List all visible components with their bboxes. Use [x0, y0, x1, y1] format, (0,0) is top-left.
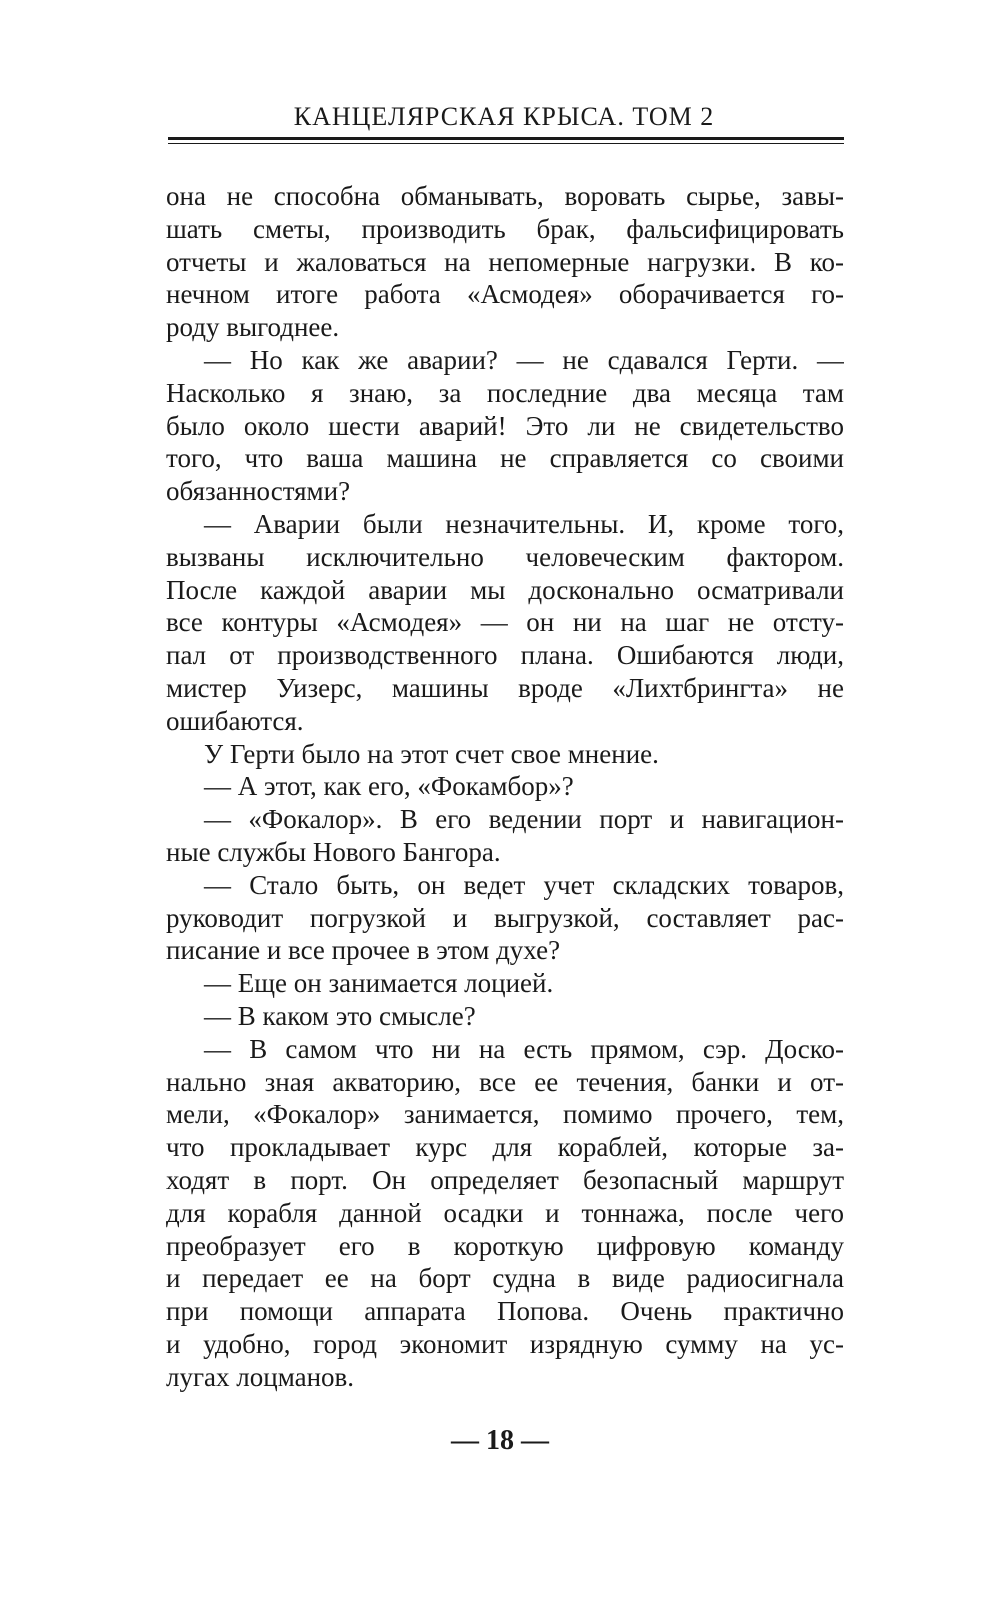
- text-line: вызваны исключительно человеческим фактором.: [166, 541, 844, 572]
- text-line: — Аварии были незначительны. И, кроме того,: [204, 508, 844, 539]
- text-line: мели, «Фокалор» занимается, помимо прочего, тем,: [166, 1099, 844, 1130]
- text-line: того, что ваша машина не справляется со своими: [166, 443, 844, 474]
- text-line: было около шести аварий! Это ли не свидетельство: [166, 410, 844, 441]
- running-header: КАНЦЕЛЯРСКАЯ КРЫСА. ТОМ 2: [293, 102, 715, 131]
- page-number: — 18 —: [451, 1425, 549, 1456]
- header-rule-thin: [168, 143, 844, 144]
- text-line: — А этот, как его, «Фокамбор»?: [204, 771, 574, 802]
- text-line: и удобно, город экономит изрядную сумму на ус-: [166, 1328, 844, 1359]
- text-line: отчеты и жаловаться на непомерные нагрузки. В ко-: [166, 246, 844, 277]
- text-line: После каждой аварии мы досконально осматривали: [166, 574, 844, 605]
- text-line: Насколько я знаю, за последние два месяца там: [166, 377, 844, 408]
- text-line: — В каком это смысле?: [204, 1000, 476, 1031]
- text-line: она не способна обманывать, воровать сырье, завы-: [166, 181, 844, 211]
- text-line: ные службы Нового Бангора.: [166, 836, 501, 867]
- text-line: руководит погрузкой и выгрузкой, составляет рас-: [166, 902, 844, 933]
- text-line: нально зная акваторию, все ее течения, банки и от-: [166, 1066, 844, 1097]
- text-line: — Еще он занимается лоцией.: [204, 968, 554, 999]
- text-line: ходят в порт. Он определяет безопасный маршрут: [166, 1164, 844, 1195]
- text-line: нечном итоге работа «Асмодея» оборачивается го-: [166, 279, 844, 310]
- text-line: пал от производственного плана. Ошибаются люди,: [166, 640, 844, 671]
- text-line: при помощи аппарата Попова. Очень практично: [166, 1296, 844, 1327]
- text-line: роду выгоднее.: [166, 312, 340, 343]
- body-text: [166, 180, 844, 1393]
- text-line: все контуры «Асмодея» — он ни на шаг не отсту-: [166, 607, 844, 638]
- text-line: преобразует его в короткую цифровую команду: [166, 1230, 844, 1261]
- header-rule-thick: [168, 137, 844, 140]
- text-line: и передает ее на борт судна в виде радиосигнала: [166, 1263, 844, 1294]
- text-line: — «Фокалор». В его ведении порт и навигацион-: [204, 804, 844, 835]
- text-line: У Герти было на этот счет свое мнение.: [204, 738, 659, 769]
- text-line: ошибаются.: [166, 705, 304, 736]
- text-line: шать сметы, производить брак, фальсифицировать: [166, 213, 844, 244]
- text-line: мистер Уизерс, машины вроде «Лихтбрингта» не: [166, 672, 844, 703]
- text-line: что прокладывает курс для кораблей, которые за-: [166, 1132, 844, 1163]
- text-line: писание и все прочее в этом духе?: [166, 935, 561, 966]
- text-line: лугах лоцманов.: [166, 1361, 355, 1392]
- text-line: для корабля данной осадки и тоннажа, после чего: [166, 1197, 844, 1228]
- text-line: — В самом что ни на есть прямом, сэр. Доско-: [204, 1033, 844, 1064]
- text-line: обязанностями?: [166, 476, 351, 507]
- text-line: — Стало быть, он ведет учет складских товаров,: [204, 869, 844, 900]
- text-line: — Но как же аварии? — не сдавался Герти. —: [204, 344, 844, 375]
